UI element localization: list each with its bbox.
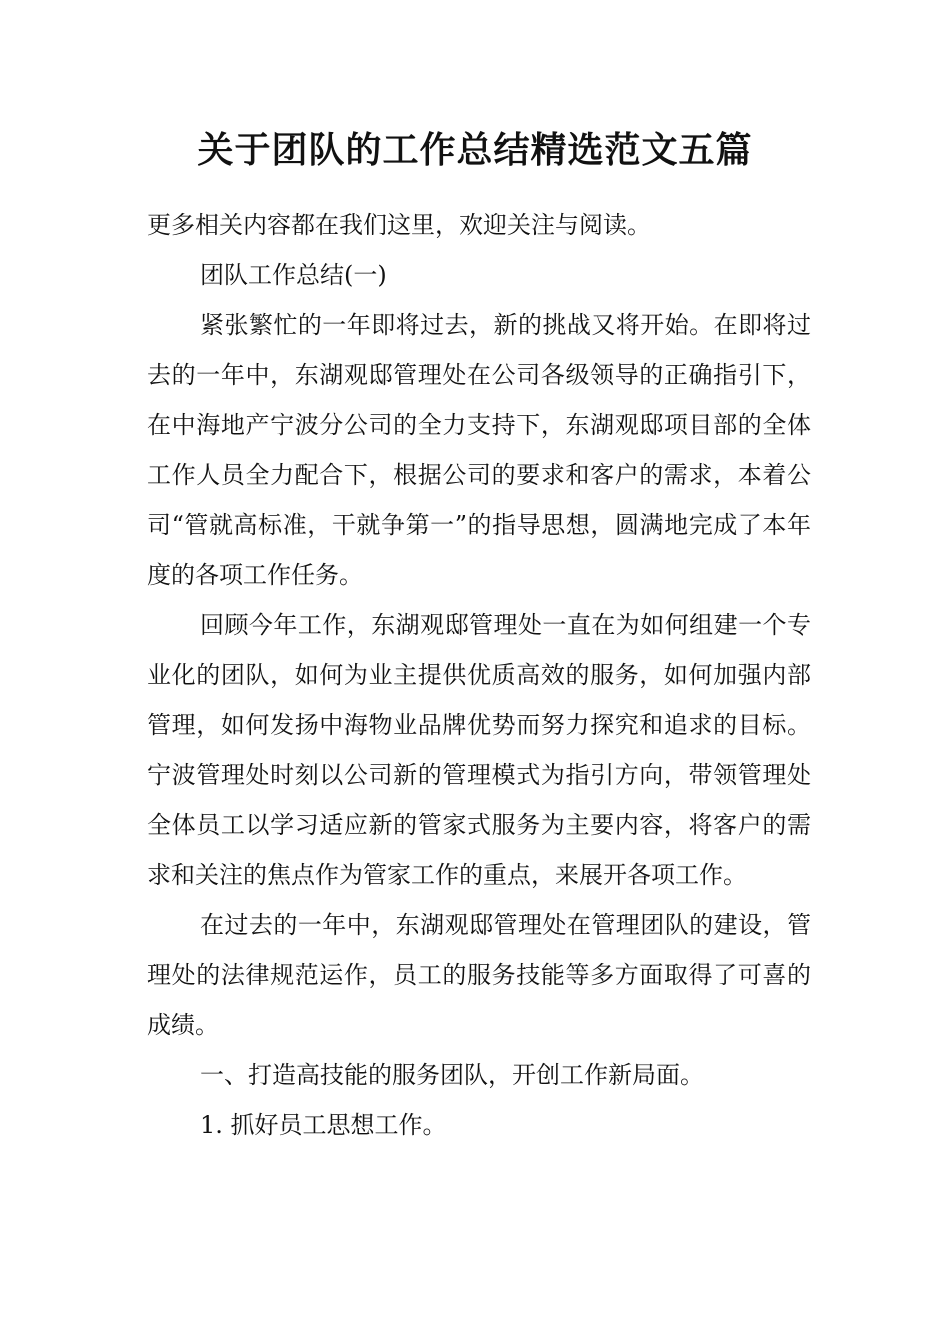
document-body (147, 200, 811, 1150)
paragraph-1: 紧张繁忙的一年即将过去，新的挑战又将开始。在即将过去的一年中，东湖观邸管理处在公司各级领导的正确指引下，在中海地产宁波分公司的全力支持下，东湖观邸项目部的全体工作人员全力配合下，根据公司的要求和客户的需求，本着公司“管就高标准，干就争第一”的指导思想，圆满地完成了本年度的各项工作任务。 (147, 311, 811, 589)
subheading-2: 1. 抓好员工思想工作。 (200, 1111, 447, 1139)
subheading-1: 一、打造高技能的服务团队，开创工作新局面。 (200, 1061, 704, 1089)
paragraph-3: 在过去的一年中，东湖观邸管理处在管理团队的建设，管理处的法律规范运作，员工的服务技能等多方面取得了可喜的成绩。 (147, 911, 811, 1039)
intro-line: 更多相关内容都在我们这里，欢迎关注与阅读。 (147, 211, 651, 239)
section-heading: 团队工作总结(一) (200, 261, 387, 289)
document-title: 关于团队的工作总结精选范文五篇 (197, 130, 753, 171)
paragraph-2: 回顾今年工作，东湖观邸管理处一直在为如何组建一个专业化的团队，如何为业主提供优质高效的服务，如何加强内部管理，如何发扬中海物业品牌优势而努力探究和追求的目标。宁波管理处时刻以公司新的管理模式为指引方向，带领管理处全体员工以学习适应新的管家式服务为主要内容，将客户的需求和关注的焦点作为管家工作的重点，来展开各项工作。 (147, 611, 811, 889)
